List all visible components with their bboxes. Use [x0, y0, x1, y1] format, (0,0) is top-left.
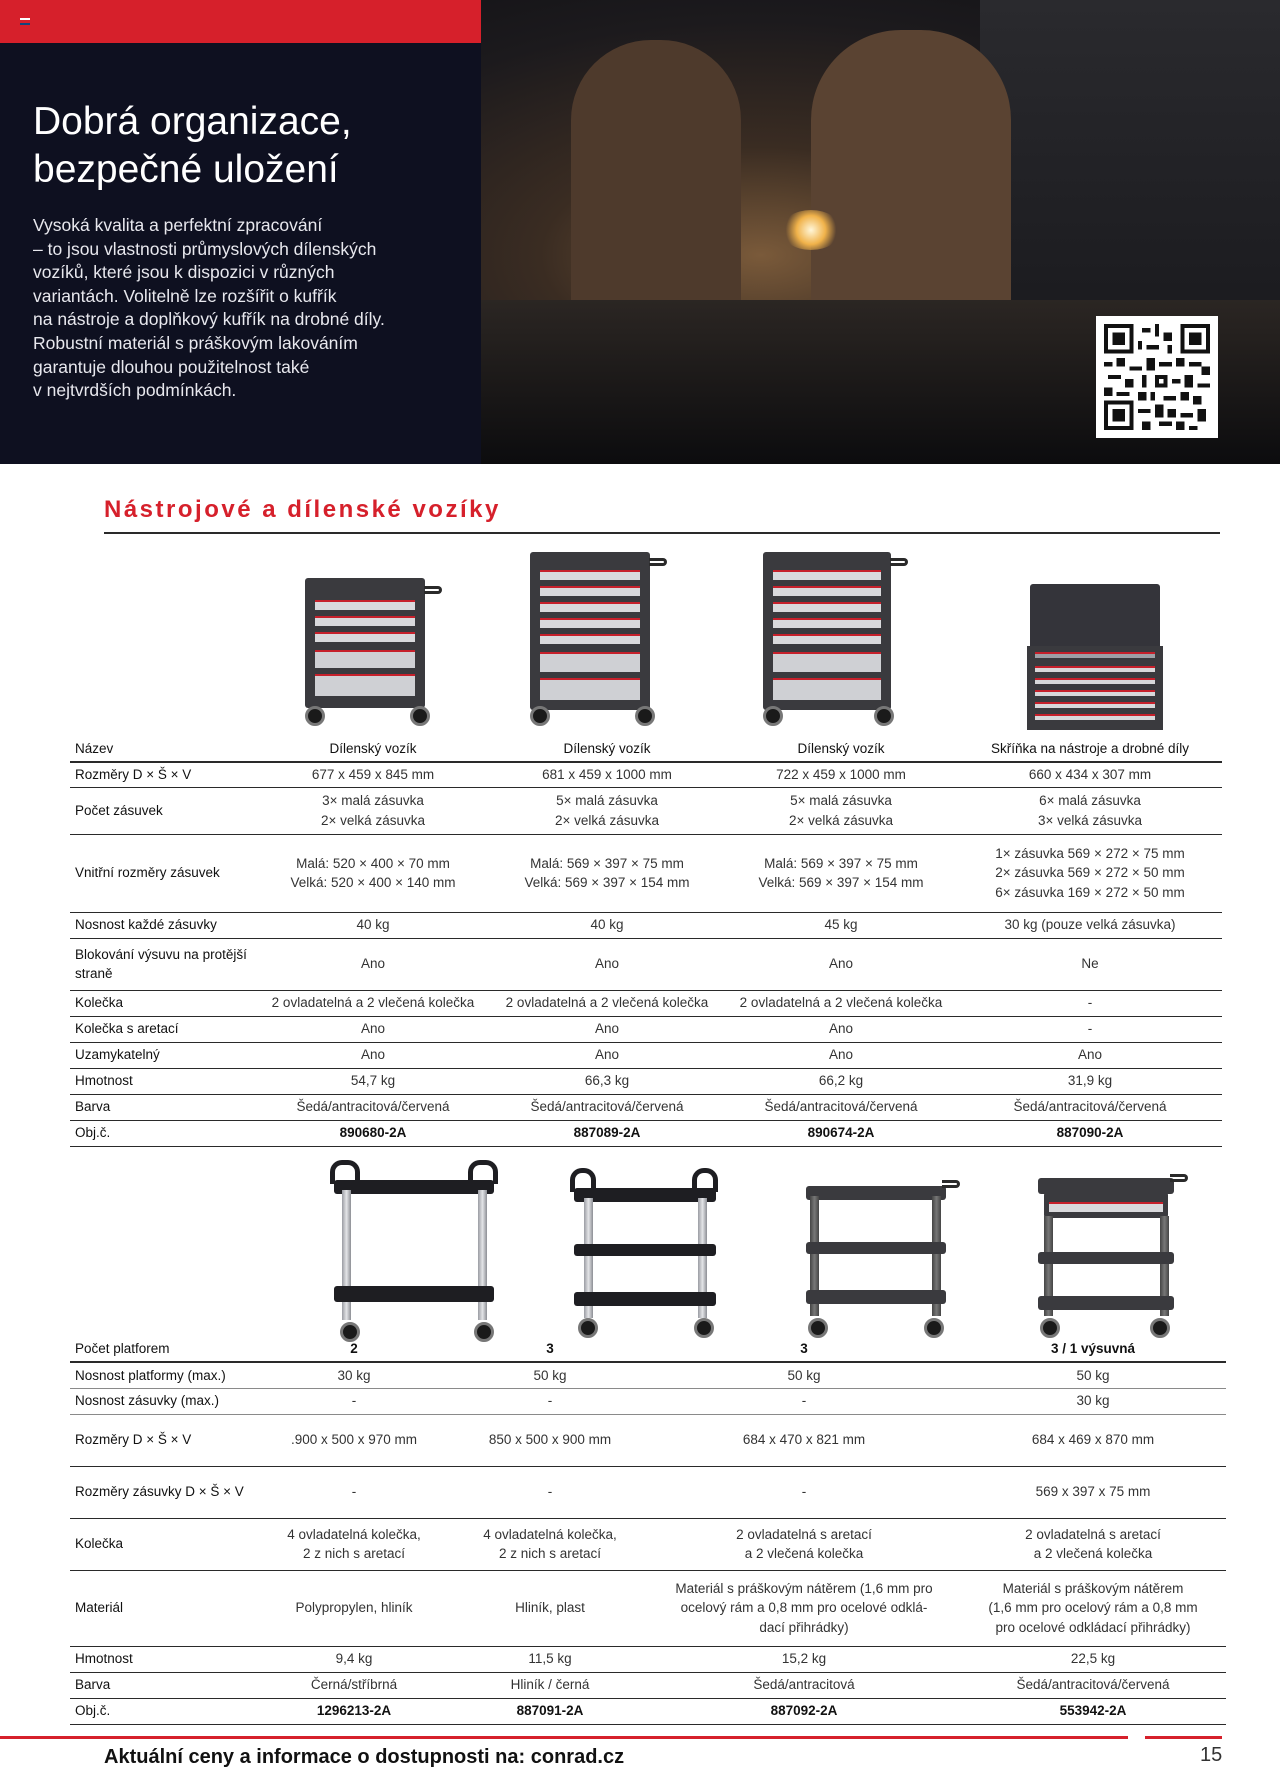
- order-number[interactable]: 887092-2A: [648, 1698, 960, 1724]
- row-label: Počet zásuvek: [70, 787, 256, 834]
- table-cell: Hliník / černá: [452, 1672, 648, 1698]
- table-cell: Hliník, plast: [452, 1570, 648, 1646]
- spec-table-service-carts: [70, 1336, 1226, 1725]
- table-cell: 31,9 kg: [958, 1068, 1222, 1094]
- row-label: Nosnost každé zásuvky: [70, 912, 256, 938]
- table-cell: Dílenský vozík: [724, 736, 958, 762]
- table-cell: 1× zásuvka 569 × 272 × 75 mm 2× zásuvka 569 × 272 × 50 mm 6× zásuvka 169 × 272 × 50 mm: [958, 834, 1222, 912]
- table-cell: Polypropylen, hliník: [256, 1570, 452, 1646]
- table-cell: Ano: [490, 1016, 724, 1042]
- hero-text-line: vozíků, které jsou k dispozici v různých: [33, 262, 335, 283]
- table-cell: Šedá/antracitová/červená: [490, 1094, 724, 1120]
- table-cell: 6× malá zásuvka 3× velká zásuvka: [958, 787, 1222, 834]
- section-divider: [104, 532, 1220, 534]
- row-label: Obj.č.: [70, 1120, 256, 1146]
- table-cell: 684 x 470 x 821 mm: [648, 1414, 960, 1466]
- table-cell: -: [256, 1466, 452, 1518]
- hero-title: [33, 98, 473, 194]
- table-cell: 2 ovladatelná a 2 vlečená kolečka: [724, 990, 958, 1016]
- hero-text-line: – to jsou vlastnosti průmyslových dílenských: [33, 238, 377, 259]
- table-row: [70, 1466, 1226, 1518]
- product-image-service-cart-4: [1036, 1170, 1186, 1342]
- table-cell: 66,3 kg: [490, 1068, 724, 1094]
- table-cell: 569 x 397 x 75 mm: [960, 1466, 1226, 1518]
- row-label: Barva: [70, 1672, 256, 1698]
- table-cell: 54,7 kg: [256, 1068, 490, 1094]
- table-cell: 45 kg: [724, 912, 958, 938]
- row-label: Nosnost platformy (max.): [70, 1362, 256, 1388]
- row-label: Materiál: [70, 1570, 256, 1646]
- table-cell: 3: [452, 1336, 648, 1362]
- hero-title-line-2: bezpečné uložení: [33, 148, 339, 191]
- table-cell: 722 x 459 x 1000 mm: [724, 762, 958, 787]
- table-cell: -: [958, 1016, 1222, 1042]
- table-cell: -: [256, 1388, 452, 1414]
- table-cell: Ano: [256, 1042, 490, 1068]
- hero-title-line-1: Dobrá organizace,: [33, 100, 352, 143]
- row-label: Obj.č.: [70, 1698, 256, 1724]
- table-row: [70, 736, 1222, 762]
- table-cell: -: [648, 1388, 960, 1414]
- table-cell: Malá: 569 × 397 × 75 mm Velká: 569 × 397 × 154 mm: [490, 834, 724, 912]
- order-number[interactable]: 887090-2A: [958, 1120, 1222, 1146]
- table-cell: Ano: [490, 938, 724, 990]
- table-cell: 50 kg: [648, 1362, 960, 1388]
- table-cell: Ano: [958, 1042, 1222, 1068]
- table-cell: -: [958, 990, 1222, 1016]
- product-image-service-cart-2: [570, 1168, 720, 1340]
- table-cell: Dílenský vozík: [256, 736, 490, 762]
- table-cell: 850 x 500 x 900 mm: [452, 1414, 648, 1466]
- table-cell: 30 kg: [960, 1388, 1226, 1414]
- czech-flag-icon: [20, 18, 30, 25]
- row-label: Rozměry zásuvky D × Š × V: [70, 1466, 256, 1518]
- table-row: [70, 1362, 1226, 1388]
- product-image-workshop-cart-2: [525, 548, 675, 730]
- row-label: Název: [70, 736, 256, 762]
- qr-code[interactable]: [1096, 316, 1218, 438]
- table-row: [70, 1518, 1226, 1570]
- section-title: Nástrojové a dílenské vozíky: [104, 496, 501, 523]
- table-cell: 3× malá zásuvka 2× velká zásuvka: [256, 787, 490, 834]
- product-image-workshop-cart-1: [300, 570, 450, 730]
- table-row: [70, 787, 1222, 834]
- table-cell: 677 x 459 x 845 mm: [256, 762, 490, 787]
- table-cell: 30 kg (pouze velká zásuvka): [958, 912, 1222, 938]
- hero-text-line: garantuje dlouhou použitelnost také: [33, 356, 310, 377]
- table-cell: Šedá/antracitová/červená: [958, 1094, 1222, 1120]
- table-cell: Šedá/antracitová/červená: [256, 1094, 490, 1120]
- table-row: [70, 1414, 1226, 1466]
- row-label: Barva: [70, 1094, 256, 1120]
- order-number[interactable]: 1296213-2A: [256, 1698, 452, 1724]
- page-number: 15: [1200, 1744, 1223, 1766]
- table-cell: Ano: [256, 938, 490, 990]
- product-image-service-cart-3: [804, 1176, 954, 1340]
- product-image-tool-chest: [1025, 584, 1165, 732]
- table-cell: 3 / 1 výsuvná: [960, 1336, 1226, 1362]
- table-cell: 50 kg: [960, 1362, 1226, 1388]
- table-cell: 66,2 kg: [724, 1068, 958, 1094]
- table-row: [70, 1570, 1226, 1646]
- table-cell: 2: [256, 1336, 452, 1362]
- table-cell: Šedá/antracitová: [648, 1672, 960, 1698]
- table-row: [70, 1016, 1222, 1042]
- table-row: [70, 1068, 1222, 1094]
- row-label: Hmotnost: [70, 1068, 256, 1094]
- table-cell: 15,2 kg: [648, 1646, 960, 1672]
- table-cell: Černá/stříbrná: [256, 1672, 452, 1698]
- table-cell: -: [452, 1466, 648, 1518]
- order-number[interactable]: 890674-2A: [724, 1120, 958, 1146]
- table-cell: Ano: [724, 938, 958, 990]
- order-number[interactable]: 890680-2A: [256, 1120, 490, 1146]
- table-cell: 22,5 kg: [960, 1646, 1226, 1672]
- row-label: Kolečka: [70, 990, 256, 1016]
- table-cell: Materiál s práškovým nátěrem (1,6 mm pro ocelový rám a 0,8 mm pro ocelové odkládací přihrádky): [960, 1570, 1226, 1646]
- table-cell: Ano: [490, 1042, 724, 1068]
- table-row: [70, 1646, 1226, 1672]
- hero-text-line: variantách. Volitelně lze rozšířit o kufřík: [33, 285, 337, 306]
- table-cell: 40 kg: [256, 912, 490, 938]
- table-row: [70, 1094, 1222, 1120]
- table-cell: Dílenský vozík: [490, 736, 724, 762]
- row-label: Hmotnost: [70, 1646, 256, 1672]
- table-cell: Šedá/antracitová/červená: [960, 1672, 1226, 1698]
- product-image-workshop-cart-3: [758, 548, 918, 730]
- table-cell: 4 ovladatelná kolečka, 2 z nich s aretací: [256, 1518, 452, 1570]
- footer-availability-link[interactable]: Aktuální ceny a informace o dostupnosti na: conrad.cz: [104, 1746, 625, 1768]
- row-label: Rozměry D × Š × V: [70, 1414, 256, 1466]
- table-row: [70, 762, 1222, 787]
- table-cell: 684 x 469 x 870 mm: [960, 1414, 1226, 1466]
- table-cell: Šedá/antracitová/červená: [724, 1094, 958, 1120]
- table-cell: 50 kg: [452, 1362, 648, 1388]
- footer-rule-page: [1145, 1736, 1222, 1739]
- hero-banner: [0, 0, 1280, 464]
- table-cell: -: [452, 1388, 648, 1414]
- table-cell: 30 kg: [256, 1362, 452, 1388]
- row-label: Kolečka s aretací: [70, 1016, 256, 1042]
- order-number[interactable]: 553942-2A: [960, 1698, 1226, 1724]
- table-row: [70, 1672, 1226, 1698]
- row-label: Uzamykatelný: [70, 1042, 256, 1068]
- table-cell: 2 ovladatelná s aretací a 2 vlečená kolečka: [648, 1518, 960, 1570]
- table-cell: 2 ovladatelná s aretací a 2 vlečená kolečka: [960, 1518, 1226, 1570]
- table-cell: Malá: 520 × 400 × 70 mm Velká: 520 × 400 × 140 mm: [256, 834, 490, 912]
- table-row-order-number: [70, 1120, 1222, 1146]
- spec-table-cabinets: [70, 736, 1222, 1147]
- table-row: [70, 1336, 1226, 1362]
- table-cell: Ano: [256, 1016, 490, 1042]
- row-label: Vnitřní rozměry zásuvek: [70, 834, 256, 912]
- table-cell: Materiál s práškovým nátěrem (1,6 mm pro ocelový rám a 0,8 mm pro ocelové odklá- dací přihrádky): [648, 1570, 960, 1646]
- table-cell: 2 ovladatelná a 2 vlečená kolečka: [256, 990, 490, 1016]
- order-number[interactable]: 887091-2A: [452, 1698, 648, 1724]
- product-image-service-cart-1: [330, 1160, 500, 1342]
- row-label: Blokování výsuvu na protější straně: [70, 938, 256, 990]
- hero-text-line: Robustní materiál s práškovým lakováním: [33, 332, 358, 353]
- table-cell: 5× malá zásuvka 2× velká zásuvka: [724, 787, 958, 834]
- hero-text-line: Vysoká kvalita a perfektní zpracování: [33, 215, 323, 235]
- hero-text-line: na nástroje a doplňkový kufřík na drobné díly.: [33, 309, 385, 330]
- table-cell: 5× malá zásuvka 2× velká zásuvka: [490, 787, 724, 834]
- table-cell: Ne: [958, 938, 1222, 990]
- table-row: [70, 834, 1222, 912]
- table-row: [70, 938, 1222, 990]
- table-cell: 2 ovladatelná a 2 vlečená kolečka: [490, 990, 724, 1016]
- hero-description: [33, 214, 463, 403]
- table-cell: -: [648, 1466, 960, 1518]
- table-cell: .900 x 500 x 970 mm: [256, 1414, 452, 1466]
- table-cell: 9,4 kg: [256, 1646, 452, 1672]
- table-cell: 3: [648, 1336, 960, 1362]
- row-label: Nosnost zásuvky (max.): [70, 1388, 256, 1414]
- table-row: [70, 1042, 1222, 1068]
- row-label: Rozměry D × Š × V: [70, 762, 256, 787]
- table-cell: 660 x 434 x 307 mm: [958, 762, 1222, 787]
- table-row-order-number: [70, 1698, 1226, 1724]
- table-row: [70, 912, 1222, 938]
- table-cell: Ano: [724, 1042, 958, 1068]
- table-cell: 681 x 459 x 1000 mm: [490, 762, 724, 787]
- row-label: Kolečka: [70, 1518, 256, 1570]
- table-cell: Ano: [724, 1016, 958, 1042]
- table-cell: 4 ovladatelná kolečka, 2 z nich s aretací: [452, 1518, 648, 1570]
- table-cell: 11,5 kg: [452, 1646, 648, 1672]
- table-cell: 40 kg: [490, 912, 724, 938]
- table-cell: Skříňka na nástroje a drobné díly: [958, 736, 1222, 762]
- table-cell: Malá: 569 × 397 × 75 mm Velká: 569 × 397 × 154 mm: [724, 834, 958, 912]
- table-row: [70, 1388, 1226, 1414]
- row-label: Počet platforem: [70, 1336, 256, 1362]
- footer-rule: [0, 1736, 1128, 1739]
- table-row: [70, 990, 1222, 1016]
- order-number[interactable]: 887089-2A: [490, 1120, 724, 1146]
- hero-text-line: v nejtvrdších podmínkách.: [33, 380, 237, 401]
